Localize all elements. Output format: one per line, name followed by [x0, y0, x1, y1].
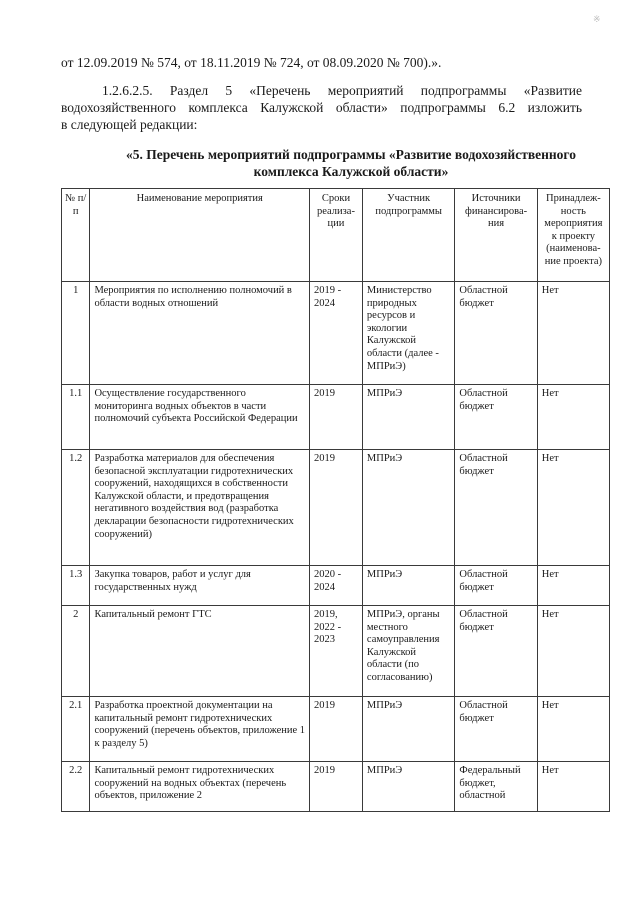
- row-source: Областной бюджет: [455, 566, 537, 606]
- header-source: Источники финансирова-ния: [455, 189, 537, 282]
- row-name: Разработка материалов для обеспечения безопасной эксплуатации гидротехнических сооружений, находящихся в собственности Калужской области, и предотвращения негативного воздействия вод (разработка декларации безопасности гидротехнических сооружений): [90, 450, 310, 566]
- row-name: Закупка товаров, работ и услуг для государственных нужд: [90, 566, 310, 606]
- row-name: Капитальный ремонт гидротехнических сооружений на водных объектах (перечень объектов, приложение 2: [90, 762, 310, 812]
- row-name: Капитальный ремонт ГТС: [90, 606, 310, 697]
- row-project: Нет: [537, 606, 609, 697]
- row-project: Нет: [537, 697, 609, 762]
- row-number: 2.1: [62, 697, 90, 762]
- row-source: Областной бюджет: [455, 385, 537, 450]
- row-name: Осуществление государственного мониторинга водных объектов в части полномочий субъекта Российской Федерации: [90, 385, 310, 450]
- row-project: Нет: [537, 282, 609, 385]
- section-title-line: комплекса Калужской области»: [253, 164, 449, 179]
- row-source: Областной бюджет: [455, 282, 537, 385]
- row-number: 1: [62, 282, 90, 385]
- header-participant: Участник подпрограммы: [362, 189, 455, 282]
- row-name: Разработка проектной документации на капитальный ремонт гидротехнических сооружений (перечень объектов, приложение 1 к разделу 5): [90, 697, 310, 762]
- paragraph-line: водохозяйственного комплекса Калужской области» подпрограммы 6.2 изложить: [61, 100, 582, 115]
- header-period: Сроки реализа-ции: [310, 189, 363, 282]
- row-number: 1.3: [62, 566, 90, 606]
- header-project: Принадлеж-ность мероприятия к проекту (наименова-ние проекта): [537, 189, 609, 282]
- paragraph-line: в следующей редакции:: [61, 117, 198, 132]
- row-number: 1.2: [62, 450, 90, 566]
- row-number: 2.2: [62, 762, 90, 812]
- row-participant: МПРиЭ: [362, 566, 455, 606]
- header-name: Наименование мероприятия: [90, 189, 310, 282]
- row-participant: МПРиЭ: [362, 762, 455, 812]
- page-corner-mark: ※: [593, 14, 601, 24]
- row-period: 2019 - 2024: [310, 282, 363, 385]
- row-participant: МПРиЭ: [362, 450, 455, 566]
- table-row: [62, 450, 610, 566]
- row-name: Мероприятия по исполнению полномочий в области водных отношений: [90, 282, 310, 385]
- measures-table: [61, 188, 610, 812]
- row-source: Областной бюджет: [455, 606, 537, 697]
- row-participant: Министерство природных ресурсов и экологии Калужской области (далее - МПРиЭ): [362, 282, 455, 385]
- row-project: Нет: [537, 566, 609, 606]
- table-row: [62, 282, 610, 385]
- row-participant: МПРиЭ: [362, 697, 455, 762]
- row-period: 2019: [310, 697, 363, 762]
- section-title-line: «5. Перечень мероприятий подпрограммы «Развитие водохозяйственного: [126, 147, 576, 162]
- table-row: [62, 385, 610, 450]
- table-header-row: [62, 189, 610, 282]
- row-period: 2019: [310, 762, 363, 812]
- table-row: [62, 697, 610, 762]
- table-row: [62, 762, 610, 812]
- row-source: Областной бюджет: [455, 450, 537, 566]
- table-row: [62, 606, 610, 697]
- header-number: № п/п: [62, 189, 90, 282]
- row-period: 2019: [310, 385, 363, 450]
- row-period: 2019, 2022 - 2023: [310, 606, 363, 697]
- table-row: [62, 566, 610, 606]
- row-period: 2020 - 2024: [310, 566, 363, 606]
- intro-line: от 12.09.2019 № 574, от 18.11.2019 № 724, от 08.09.2020 № 700).».: [61, 55, 442, 70]
- amendment-paragraph: [61, 82, 582, 133]
- row-source: Федеральный бюджет, областной: [455, 762, 537, 812]
- row-project: Нет: [537, 762, 609, 812]
- row-source: Областной бюджет: [455, 697, 537, 762]
- row-project: Нет: [537, 450, 609, 566]
- row-number: 2: [62, 606, 90, 697]
- paragraph-line: 1.2.6.2.5. Раздел 5 «Перечень мероприятий подпрограммы «Развитие: [102, 83, 582, 98]
- row-project: Нет: [537, 385, 609, 450]
- row-number: 1.1: [62, 385, 90, 450]
- row-participant: МПРиЭ: [362, 385, 455, 450]
- section-title: [61, 146, 640, 180]
- row-period: 2019: [310, 450, 363, 566]
- row-participant: МПРиЭ, органы местного самоуправления Калужской области (по согласованию): [362, 606, 455, 697]
